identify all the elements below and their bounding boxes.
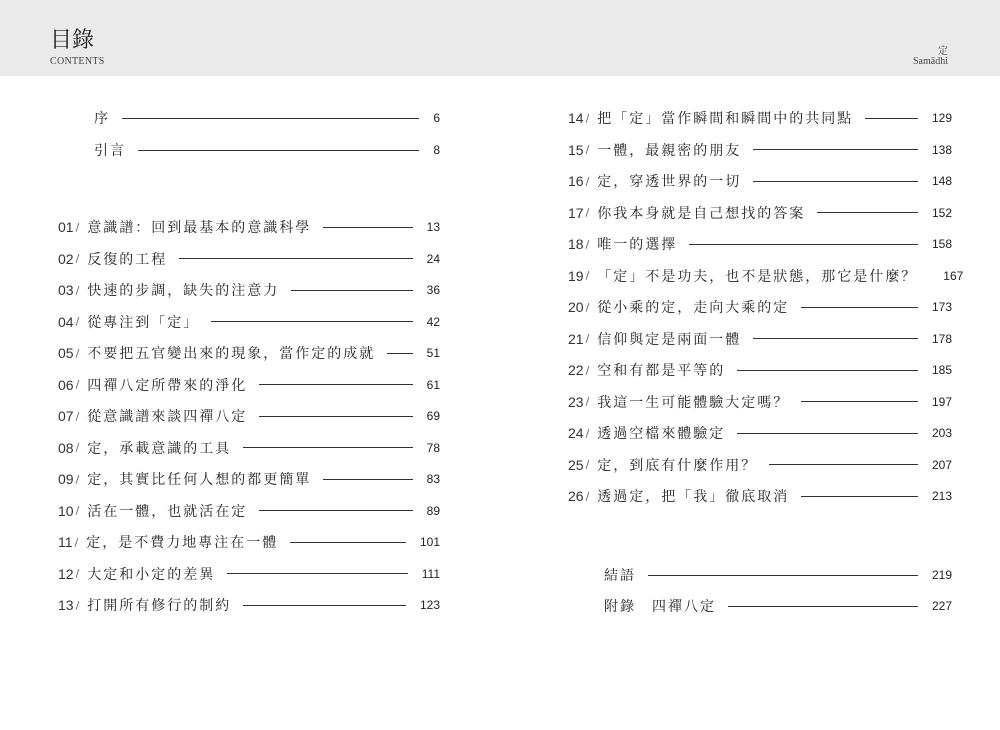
toc-entry[interactable] [568,202,952,224]
chapter-slash: / [585,206,590,219]
entry-title: 唯一的選擇 [597,237,678,253]
entry-title: 一體，最親密的朋友 [597,142,742,159]
leader-line [243,447,412,448]
book-subtitle: Samādhi [913,56,948,67]
toc-entry[interactable] [568,422,952,444]
page-number: 89 [426,503,440,518]
leader-line [753,149,918,150]
toc-entry[interactable] [58,279,440,301]
page-number: 69 [426,409,440,423]
chapter-number: 04 [58,313,74,330]
page-number: 158 [931,237,952,251]
leader-line [801,496,918,497]
page-number: 101 [419,535,440,549]
leader-line [648,575,918,576]
entry-title: 意識譜：回到最基本的意識科學 [87,220,312,236]
chapter-number: 05 [58,345,74,361]
page-number: 148 [931,174,952,188]
leader-line [737,433,918,434]
page-number: 185 [931,363,952,377]
entry-title: 活在一體，也就活在定 [87,503,248,520]
toc-entry[interactable] [94,107,440,129]
chapter-slash: / [75,504,80,517]
toc-entry[interactable] [568,233,952,255]
leader-line [323,479,412,480]
leader-line [227,573,407,574]
chapter-slash: / [75,378,80,391]
toc-entry[interactable] [58,216,440,238]
entry-title: 結語 [604,568,636,584]
chapter-slash: / [585,143,590,156]
page-number: 78 [426,440,440,455]
leader-line [122,118,419,119]
entry-title: 引言 [94,143,126,159]
entry-title: 定，其實比任何人想的都更簡單 [87,472,312,488]
leader-line [801,307,918,308]
chapter-number: 25 [568,456,584,473]
page-number: 197 [931,394,952,409]
leader-line [801,401,918,402]
entry-title: 透過空檔來體驗定 [597,426,726,442]
toc-entry[interactable] [568,296,952,318]
page-number: 61 [426,377,440,392]
page-number: 8 [433,143,440,157]
toc-entry[interactable] [604,564,952,586]
chapter-slash: / [75,567,80,580]
chapter-number: 02 [58,250,74,267]
toc-entry[interactable] [58,563,440,585]
toc-entry[interactable] [94,139,440,161]
chapter-slash: / [74,535,79,549]
chapter-number: 12 [58,565,74,582]
chapter-number: 14 [568,110,584,126]
book-title: 定 [938,46,948,57]
leader-line [138,150,419,151]
leader-line [387,353,412,354]
entry-title: 定，是不費力地專注在一體 [86,535,279,551]
toc-entry[interactable] [58,500,440,522]
chapter-number: 16 [568,173,584,189]
chapter-slash: / [75,409,80,423]
chapter-number: 26 [568,488,584,504]
leader-line [243,605,406,606]
entry-title: 定，承載意識的工具 [87,440,232,457]
entry-title: 大定和小定的差異 [87,566,216,583]
page-number: 24 [426,251,440,266]
entry-title: 定，到底有什麼作用？ [597,457,758,474]
chapter-number: 08 [58,439,74,456]
chapter-slash: / [75,441,80,454]
chapter-number: 15 [568,141,584,158]
entry-title: 打開所有修行的制約 [87,598,232,614]
entry-title: 我這一生可能體驗大定嗎？ [597,394,790,411]
chapter-number: 23 [568,393,584,410]
entry-title: 附錄 四禪八定 [604,599,716,615]
chapter-slash: / [585,363,590,377]
chapter-slash: / [75,220,80,234]
toc-entry[interactable] [568,485,952,507]
chapter-slash: / [585,269,590,282]
leader-line [323,227,412,228]
toc-entry[interactable] [58,531,440,553]
chapter-number: 01 [58,219,74,235]
chapter-number: 21 [568,330,584,347]
page-number: 123 [419,598,440,612]
chapter-slash: / [585,111,590,125]
toc-entry[interactable] [58,342,440,364]
toc-entry[interactable] [568,170,952,192]
chapter-number: 20 [568,299,584,315]
chapter-slash: / [75,315,80,328]
toc-entry[interactable] [568,265,964,287]
chapter-slash: / [585,426,590,440]
leader-line [259,510,412,511]
toc-entry[interactable] [604,595,952,617]
chapter-number: 06 [58,376,74,393]
chapter-number: 03 [58,282,74,298]
leader-line [865,118,918,119]
chapter-slash: / [585,489,590,503]
entry-title: 不要把五官變出來的現象，當作定的成就 [87,346,376,362]
contents-title: 目錄 [50,28,95,53]
toc-entry[interactable] [568,328,952,350]
entry-title: 從專注到「定」 [87,314,200,331]
leader-line [753,338,918,339]
chapter-number: 24 [568,425,584,441]
page-number: 152 [931,205,952,220]
chapter-slash: / [75,283,80,297]
entry-title: 「定」不是功夫，也不是狀態，那它是什麼？ [597,268,918,285]
leader-line [291,290,412,291]
chapter-number: 07 [58,408,74,424]
leader-line [737,370,918,371]
toc-entry[interactable] [58,437,440,459]
entry-title: 從小乘的定，走向大乘的定 [597,300,790,316]
chapter-number: 22 [568,362,584,378]
leader-line [689,244,918,245]
page-number: 6 [433,111,440,125]
page-number: 227 [931,599,952,613]
chapter-slash: / [75,472,80,486]
entry-title: 反復的工程 [87,251,168,268]
toc-entry[interactable] [58,374,440,396]
entry-title: 空和有都是平等的 [597,363,726,379]
chapter-slash: / [585,395,590,408]
page-number: 219 [931,568,952,582]
page-number: 42 [426,314,440,329]
chapter-slash: / [585,300,590,314]
leader-line [769,464,918,465]
toc-entry[interactable] [568,139,952,161]
page-number: 207 [931,457,952,472]
leader-line [290,542,406,543]
entry-title: 把「定」當作瞬間和瞬間中的共同點 [597,111,854,127]
leader-line [753,181,918,182]
page-number: 138 [931,142,952,157]
toc-entry[interactable] [568,391,952,413]
toc-entry[interactable] [58,594,440,616]
page-number: 129 [931,111,952,125]
entry-title: 序 [94,111,110,127]
entry-title: 從意識譜來談四禪八定 [87,409,248,425]
entry-title: 快速的步調，缺失的注意力 [87,283,280,299]
chapter-number: 11 [58,534,73,550]
chapter-slash: / [585,237,590,251]
chapter-number: 19 [568,267,584,284]
chapter-number: 13 [58,597,74,613]
contents-subtitle: CONTENTS [50,56,105,67]
entry-title: 你我本身就是自己想找的答案 [597,205,806,222]
chapter-number: 10 [58,502,74,519]
page-header [0,0,1000,76]
page-number: 178 [931,331,952,346]
toc-entry[interactable] [568,107,952,129]
toc-entry[interactable] [58,248,440,270]
leader-line [179,258,412,259]
toc-entry[interactable] [568,359,952,381]
leader-line [728,606,918,607]
entry-title: 定，穿透世界的一切 [597,174,742,190]
page-number: 167 [943,268,964,283]
page-number: 111 [421,566,440,581]
chapter-slash: / [75,598,80,612]
leader-line [211,321,412,322]
leader-line [817,212,918,213]
toc-entry[interactable] [58,405,440,427]
entry-title: 信仰與定是兩面一體 [597,331,742,348]
page-number: 13 [426,220,440,234]
page-number: 203 [931,426,952,440]
leader-line [259,416,412,417]
entry-title: 透過定，把「我」徹底取消 [597,489,790,505]
chapter-number: 18 [568,236,584,252]
leader-line [259,384,412,385]
chapter-number: 09 [58,471,74,487]
page-number: 213 [931,489,952,503]
chapter-slash: / [75,252,80,265]
page-number: 51 [426,346,440,360]
toc-entry[interactable] [568,454,952,476]
toc-entry[interactable] [58,311,440,333]
page-number: 83 [426,472,440,486]
chapter-slash: / [75,346,80,360]
chapter-slash: / [585,174,590,188]
page-number: 36 [426,283,440,297]
toc-entry[interactable] [58,468,440,490]
chapter-slash: / [585,332,590,345]
chapter-number: 17 [568,204,584,221]
page-number: 173 [931,300,952,314]
entry-title: 四禪八定所帶來的淨化 [87,377,248,394]
chapter-slash: / [585,458,590,471]
